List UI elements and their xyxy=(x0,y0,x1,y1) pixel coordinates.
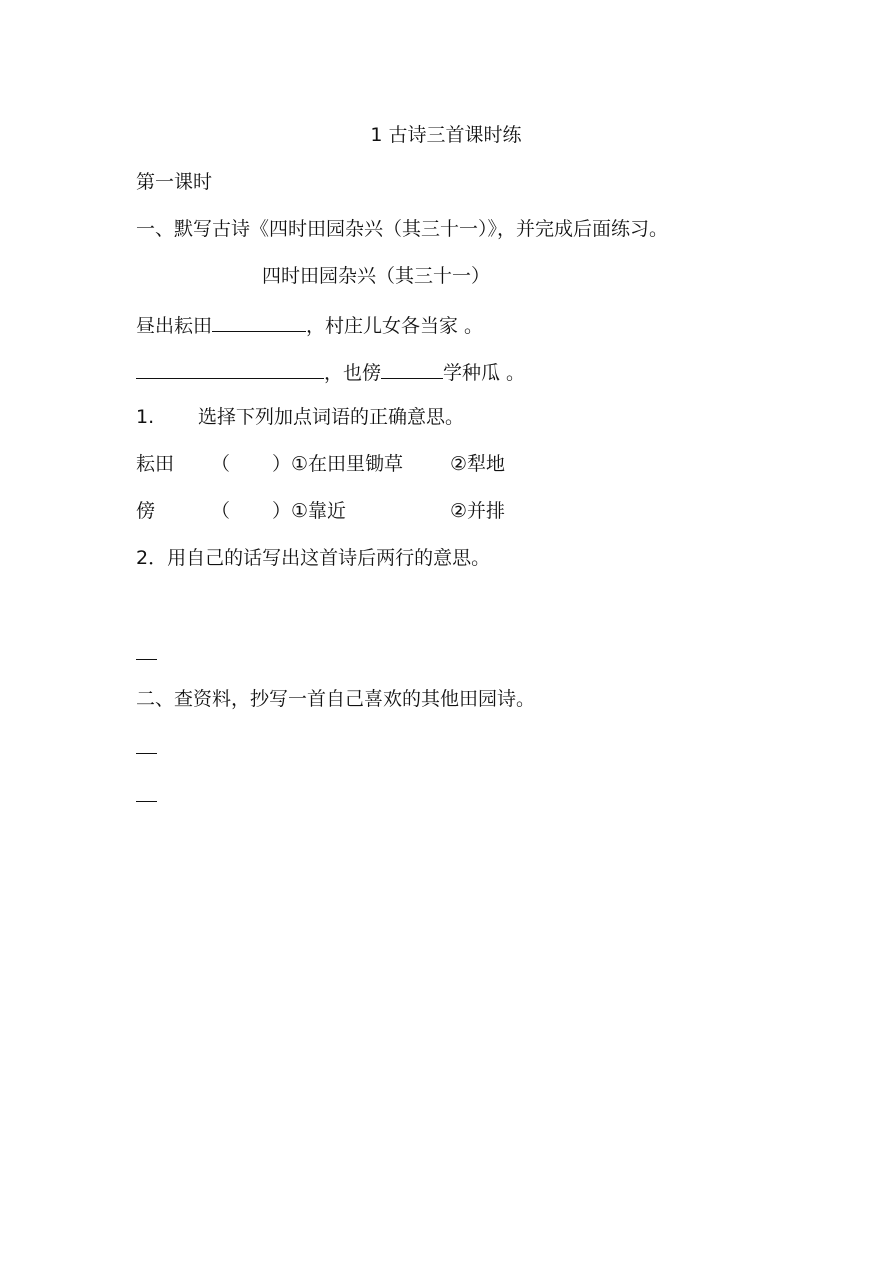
choice-word: 耘田 xyxy=(136,453,175,475)
answer-dash xyxy=(136,738,157,754)
choice-option-1: ①靠近 xyxy=(291,500,347,522)
answer-dash xyxy=(136,644,157,660)
answer-paren-close: ） xyxy=(272,500,292,522)
poem-line-1-end: ，村庄儿女各当家 。 xyxy=(306,315,484,337)
answer-paren-open[interactable]: （ xyxy=(211,500,231,522)
answer-line[interactable] xyxy=(136,734,157,762)
question-2: 2．用自己的话写出这首诗后两行的意思。 xyxy=(136,547,491,569)
choice-row xyxy=(136,497,556,525)
document-title: 1 古诗三首课时练 xyxy=(370,124,522,146)
choice-option-2: ②犁地 xyxy=(450,453,506,475)
lesson-label: 第一课时 xyxy=(136,171,213,193)
choice-option-2: ②并排 xyxy=(450,500,506,522)
answer-paren-close: ） xyxy=(272,453,292,475)
question-1 xyxy=(136,403,464,431)
fill-blank-2[interactable] xyxy=(136,356,324,379)
poem-title: 四时田园杂兴（其三十一） xyxy=(262,265,491,287)
poem-line-1-start: 昼出耘田 xyxy=(136,315,213,337)
choice-word: 傍 xyxy=(136,500,156,522)
choice-option-1: ①在田里锄草 xyxy=(291,453,404,475)
section1-heading: 一、默写古诗《四时田园杂兴（其三十一）》，并完成后面练习。 xyxy=(136,218,669,240)
answer-line[interactable] xyxy=(136,782,157,810)
fill-blank-3[interactable] xyxy=(381,356,443,379)
poem-line-1 xyxy=(136,309,483,337)
question-1-number: 1. xyxy=(136,406,155,428)
poem-line-2-mid: ，也傍 xyxy=(324,362,382,384)
answer-dash xyxy=(136,786,157,802)
question-1-text: 选择下列加点词语的正确意思。 xyxy=(198,406,465,428)
answer-line[interactable] xyxy=(136,640,157,668)
section2-heading: 二、查资料，抄写一首自己喜欢的其他田园诗。 xyxy=(136,688,536,710)
answer-paren-open[interactable]: （ xyxy=(211,453,231,475)
poem-line-2-end: 学种瓜 。 xyxy=(443,362,526,384)
choice-row xyxy=(136,450,556,478)
fill-blank-1[interactable] xyxy=(212,309,306,332)
poem-line-2 xyxy=(136,356,525,384)
